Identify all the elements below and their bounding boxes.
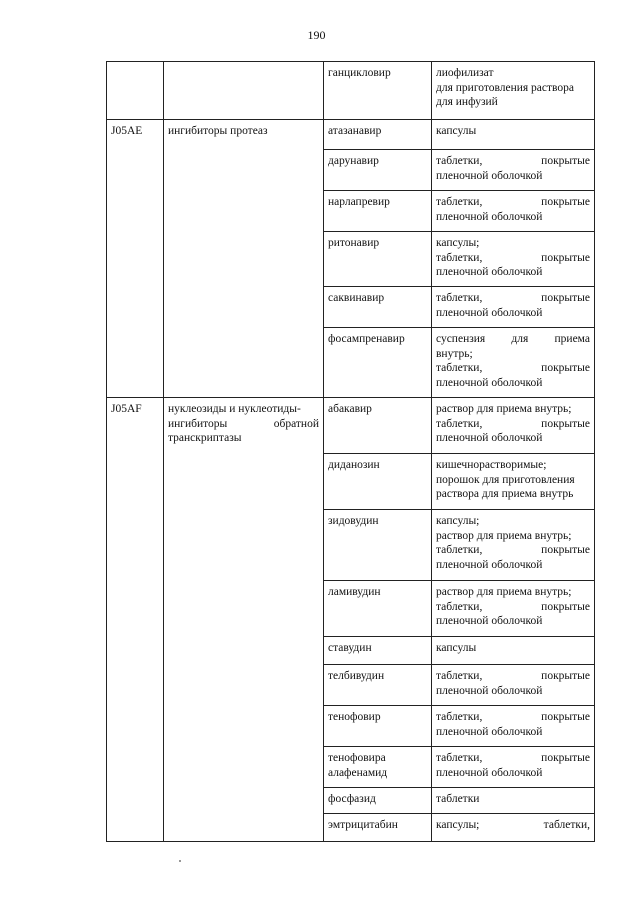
word: капсулы; [436,819,480,831]
text-line: пленочной оболочкой [436,169,543,182]
word: покрытые [541,292,590,304]
word: приема [554,333,590,345]
text-line: дарунавир [328,155,379,167]
text-line: пленочной оболочкой [436,725,543,738]
drug-name-cell [324,232,432,287]
word: таблетки, [436,292,483,304]
text-line: тенофовир [328,711,381,723]
text-line: кишечнорастворимые; [436,459,547,471]
atc-code-cell: J05AF [107,398,164,842]
text-line: саквинавир [328,292,385,304]
word: ингибиторы [168,417,228,430]
text-line: абакавир [328,403,372,415]
word: покрытые [541,417,590,430]
dosage-form-cell [432,706,595,747]
word: покрытые [541,544,590,556]
dosage-form-cell [432,398,595,454]
text-line: пленочной оболочкой [436,376,543,389]
word: таблетки, [436,362,483,374]
text-line: пленочной оболочкой [436,306,543,319]
dosage-form-cell [432,150,595,191]
text-line: фосфазид [328,793,376,805]
dosage-form-cell [432,120,595,150]
word: покрытые [541,196,590,208]
text-line: алафенамид [328,766,388,779]
word: покрытые [541,711,590,723]
text-line: раствор для приема внутрь; [436,529,572,542]
word: таблетки, [436,600,483,613]
word: суспензия [436,333,486,345]
justified-line [436,751,590,766]
dosage-form-cell [432,637,595,665]
drug-table [106,61,595,842]
text-line: ставудин [328,642,372,654]
text-line: пленочной оболочкой [436,684,543,697]
word: таблетки, [436,155,483,167]
text-line: транскриптазы [168,432,242,444]
text-line: лиофилизат [436,67,494,79]
page-number: 190 [307,28,326,42]
text-line: пленочной оболочкой [436,558,543,571]
word: покрытые [541,155,590,167]
justified-line [436,600,590,615]
dosage-form-cell [432,581,595,637]
justified-line [436,417,590,432]
scan-speck [179,860,181,862]
text-line: капсулы; [436,237,480,249]
word: таблетки, [436,544,483,556]
justified-line [168,417,319,432]
word: обратной [273,417,319,430]
atc-code-cell [107,62,164,120]
text-line: нуклеозиды и нуклеотиды- [168,403,301,415]
word: покрытые [541,362,590,374]
drug-name-cell [324,287,432,328]
word: для [511,333,529,345]
text-line: для приготовления раствора [436,81,574,94]
justified-line [436,361,590,376]
text-line: пленочной оболочкой [436,432,543,444]
text-line: ингибиторы протеаз [168,125,268,137]
text-line: порошок для приготовления [436,473,575,486]
word: таблетки, [436,251,483,264]
text-line: пленочной оболочкой [436,210,543,223]
dosage-form-cell [432,328,595,398]
drug-name-cell [324,788,432,814]
justified-line [436,154,590,169]
text-line: капсулы [436,642,477,654]
word: таблетки, [543,819,590,831]
table-row [107,120,595,150]
drug-name-cell [324,637,432,665]
text-line: капсулы [436,125,477,137]
word: таблетки, [436,196,483,208]
dosage-form-cell [432,747,595,788]
drug-name-cell [324,814,432,842]
drug-group-cell [164,398,324,842]
text-line: таблетки [436,793,480,805]
drug-name-cell [324,747,432,788]
drug-name-cell [324,120,432,150]
drug-name-cell [324,454,432,510]
dosage-form-cell [432,232,595,287]
dosage-form-cell [432,788,595,814]
dosage-form-cell [432,191,595,232]
dosage-form-cell [432,665,595,706]
text-line: раствор для приема внутрь; [436,586,572,598]
word: покрытые [541,670,590,682]
text-line: эмтрицитабин [328,819,398,831]
drug-name-cell [324,398,432,454]
dosage-form-cell [432,814,595,842]
dosage-form-cell [432,62,595,120]
text-line: раствор для приема внутрь; [436,403,572,415]
text-line: ритонавир [328,237,380,249]
word: покрытые [541,752,590,764]
text-line: раствора для приема внутрь [436,488,574,500]
dosage-form-cell [432,287,595,328]
drug-name-cell [324,510,432,581]
text-line: диданозин [328,459,380,471]
justified-line [436,543,590,558]
text-line: атазанавир [328,125,382,137]
text-line: фосампренавир [328,333,405,345]
atc-code-cell: J05AE [107,120,164,398]
drug-group-cell [164,62,324,120]
text-line: тенофовира [328,752,386,764]
justified-line [436,669,590,684]
text-line: телбивудин [328,670,385,682]
drug-name-cell [324,581,432,637]
word: таблетки, [436,711,483,723]
text-line: внутрь; [436,347,473,360]
justified-line [436,195,590,210]
text-line: ламивудин [328,586,381,598]
text-line: пленочной оболочкой [436,266,543,278]
text-line: зидовудин [328,515,379,527]
drug-name-cell [324,706,432,747]
word: покрытые [541,600,590,613]
table-row [107,398,595,454]
text-line: пленочной оболочкой [436,766,543,779]
word: таблетки, [436,752,483,764]
text-line: нарлапревир [328,196,390,208]
text-line: пленочной оболочкой [436,615,543,627]
dosage-form-cell [432,510,595,581]
drug-name-cell [324,191,432,232]
word: таблетки, [436,417,483,430]
text-line: ганцикловир [328,67,391,79]
drug-name-cell [324,150,432,191]
word: покрытые [541,251,590,264]
drug-name-cell [324,62,432,120]
text-line: для инфузий [436,96,498,108]
justified-line [436,710,590,725]
table-row [107,62,595,120]
justified-line [436,291,590,306]
drug-name-cell [324,665,432,706]
justified-line [436,818,590,833]
drug-group-cell [164,120,324,398]
dosage-form-cell [432,454,595,510]
justified-line [436,332,590,347]
text-line: капсулы; [436,515,480,527]
drug-name-cell [324,328,432,398]
justified-line [436,251,590,266]
word: таблетки, [436,670,483,682]
